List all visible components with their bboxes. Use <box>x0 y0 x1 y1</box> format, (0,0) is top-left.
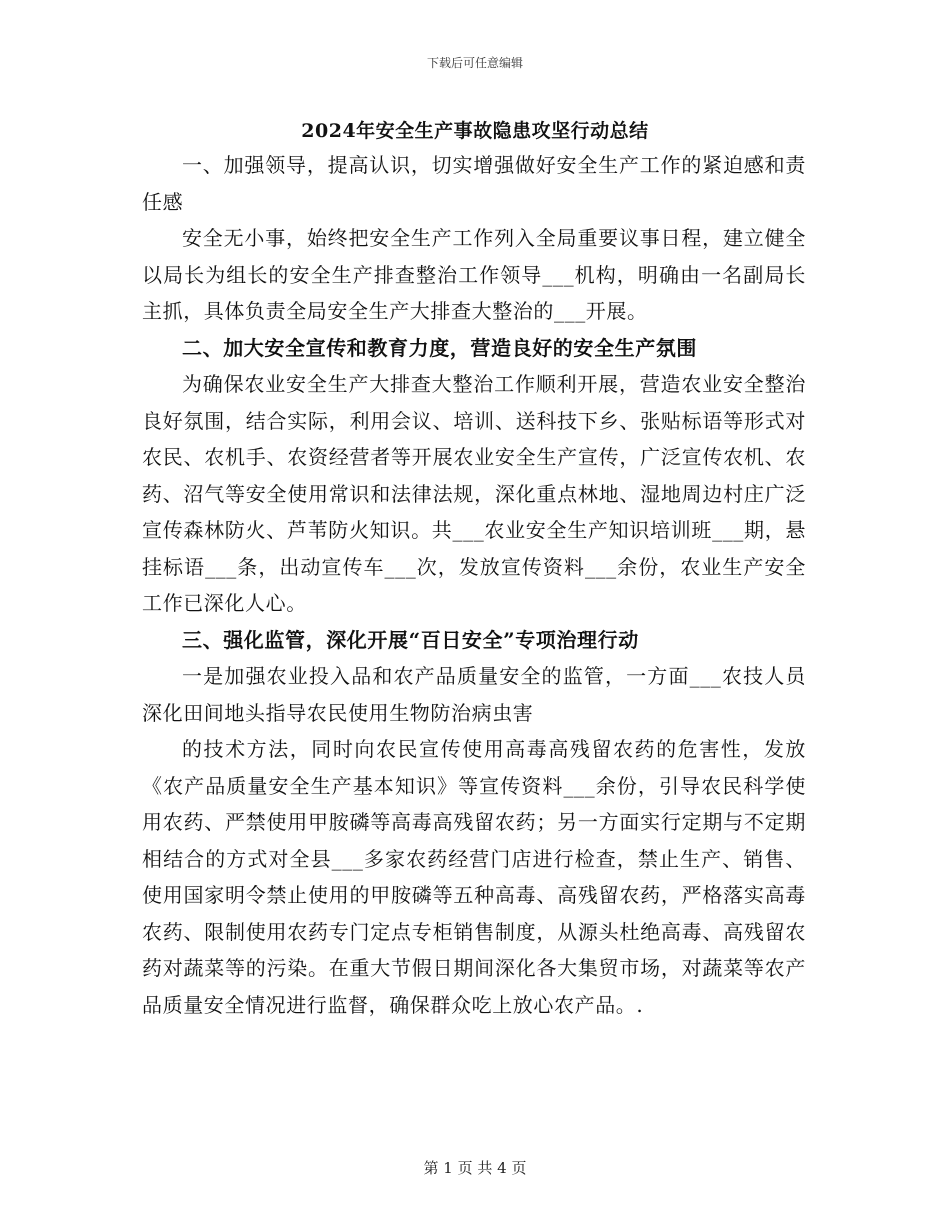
document-body <box>142 147 806 1023</box>
document-title: 2024年安全生产事故隐患攻坚行动总结 <box>301 120 649 142</box>
body-paragraph: 一是加强农业投入品和农产品质量安全的监管，一方面___农技人员深化田间地头指导农民使用生物防治病虫害 <box>142 664 806 725</box>
body-paragraph: 安全无小事，始终把安全生产工作列入全局重要议事日程，建立健全以局长为组长的安全生产排查整治工作领导___机构，明确由一名副局长主抓，具体负责全局安全生产大排查大整治的___开展。 <box>142 226 806 323</box>
section-heading-1: 一、加强领导，提高认识，切实增强做好安全生产工作的紧迫感和责任感 <box>142 153 806 214</box>
page-indicator: 第 1 页 共 4 页 <box>423 1159 527 1177</box>
section-heading-2: 二、加大安全宣传和教育力度，营造良好的安全生产氛围 <box>182 335 697 360</box>
body-paragraph: 的技术方法，同时向农民宣传使用高毒高残留农药的危害性，发放《农产品质量安全生产基本知识》等宣传资料___余份，引导农民科学使用农药、严禁使用甲胺磷等高毒高残留农药；另一方面实行定期与不定期相结合的方式对全县___多家农药经营门店进行检查，禁止生产、销售、使用国家明令禁止使用的甲胺磷等五种高毒、高残留农药，严格落实高毒农药、限制使用农药专门定点专柜销售制度，从源头杜绝高毒、高残留农药对蔬菜等的污染。在重大节假日期间深化各大集贸市场，对蔬菜等农产品质量安全情况进行监督，确保群众吃上放心农产品。. <box>142 737 806 1017</box>
section-heading-3: 三、强化监管，深化开展“百日安全”专项治理行动 <box>182 627 639 652</box>
body-paragraph: 为确保农业安全生产大排查大整治工作顺利开展，营造农业安全整治良好氛围，结合实际，利用会议、培训、送科技下乡、张贴标语等形式对农民、农机手、农资经营者等开展农业安全生产宣传，广泛宣传农机、农药、沼气等安全使用常识和法律法规，深化重点林地、湿地周边村庄广泛宣传森林防火、芦苇防火知识。共___农业安全生产知识培训班___期，悬挂标语___条，出动宣传车___次，发放宣传资料___余份，农业生产安全工作已深化人心。 <box>142 372 806 615</box>
header-note: 下载后可任意编辑 <box>426 56 523 70</box>
